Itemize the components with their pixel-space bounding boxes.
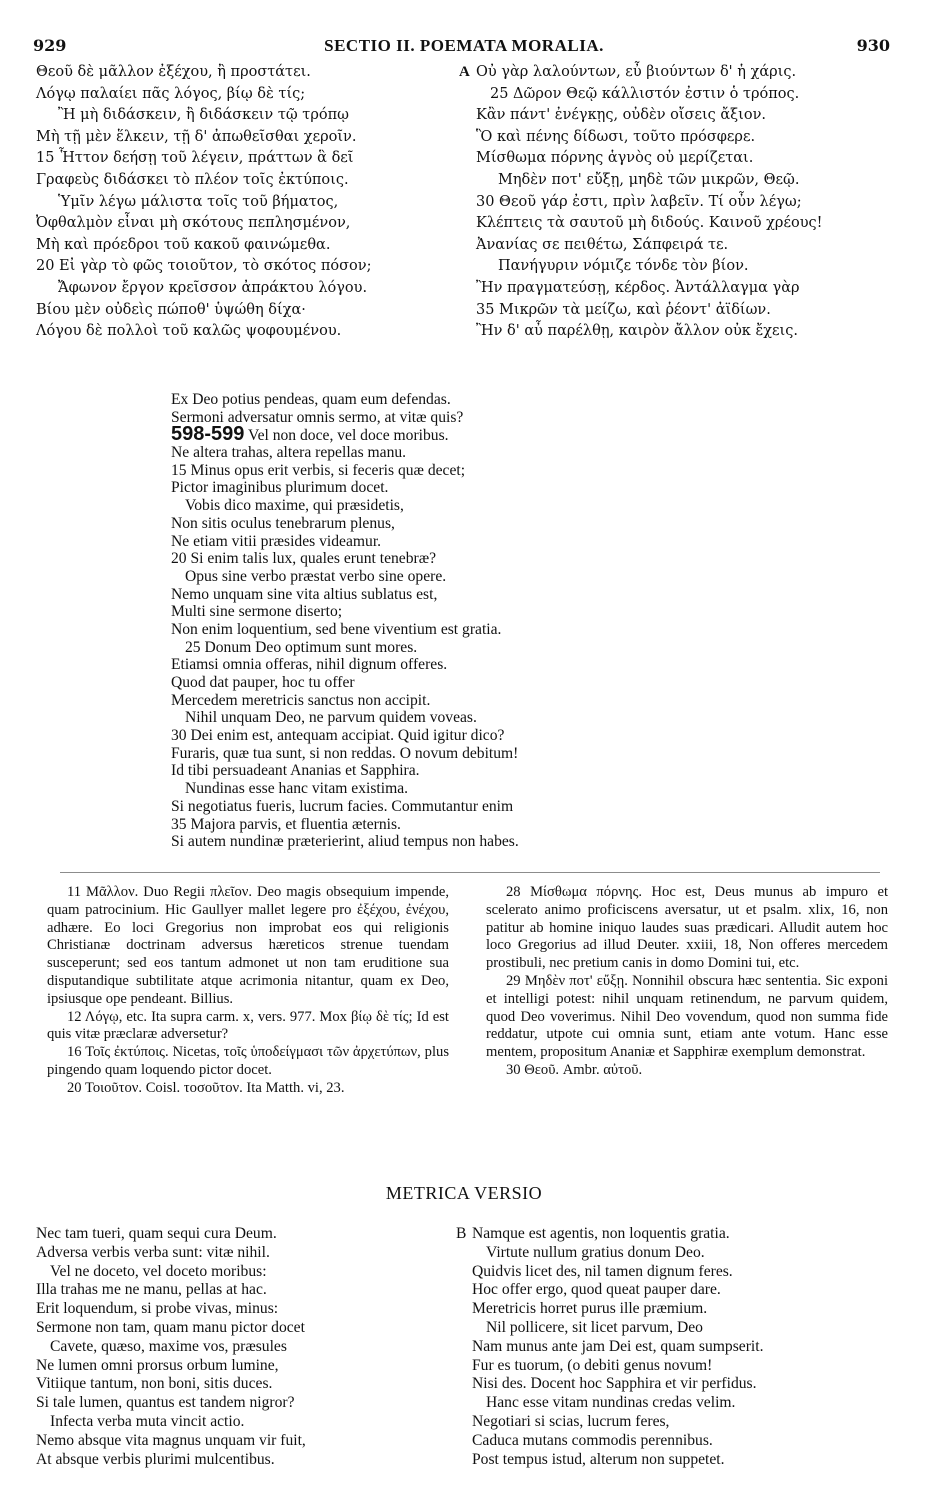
- verse-line: Adversa verbis verba sunt: vitæ nihil.: [36, 1243, 270, 1261]
- verse-line: Infecta verba muta vincit actio.: [50, 1412, 245, 1430]
- greek-line: Γραφεὺς διδάσκει τὸ πλέον τοῖς ἐκτύποις.: [36, 171, 349, 188]
- latin-line: Etiamsi omnia offeras, nihil dignum offeres.: [171, 656, 448, 674]
- greek-line: Βίου μὲν οὐδεὶς πώποθ' ὑψώθη δίχα·: [36, 301, 306, 318]
- latin-line: Sermoni adversatur omnis sermo, at vitæ quis?: [171, 408, 464, 426]
- greek-line: Οὐ γὰρ λαλούντων, εὖ βιούντων δ' ἡ χάρις.: [476, 64, 797, 80]
- greek-line: Ἀνανίας σε πειθέτω, Σάπφειρά τε.: [476, 236, 729, 253]
- verse-line: Virtute nullum gratius donum Deo.: [486, 1243, 705, 1261]
- latin-line: Ex Deo potius pendeas, quam eum defendas.: [171, 391, 451, 408]
- latin-line: Si autem nundinæ præterierint, aliud tempus non habes.: [171, 833, 519, 851]
- verse-line: Quidvis licet des, nil tamen dignum feres.: [472, 1262, 733, 1280]
- footnote: 20 Τοιοῦτον. Coisl. τοσοῦτον. Ita Matth. vi, 23.: [67, 1079, 345, 1096]
- latin-translation: [171, 391, 519, 851]
- verse-line: At absque verbis plurimi mulcentibus.: [36, 1450, 275, 1468]
- verse-line: Negotiari si scias, lucrum feres,: [472, 1412, 670, 1430]
- margin-marker-a: A: [459, 64, 470, 80]
- verse-line: Erit loquendum, si probe vivas, minus:: [36, 1300, 279, 1318]
- greek-line: 35 Μικρῶν τὰ μείζω, καὶ ῥέοντ' ἀϊδίων.: [476, 301, 771, 318]
- verse-line: Nemo absque vita magnus unquam vir fuit,: [36, 1431, 306, 1449]
- verse-line: Illa trahas me ne manu, pellas at hac.: [36, 1281, 267, 1299]
- verse-line: Caduca mutans commodis perennibus.: [472, 1431, 713, 1449]
- greek-line: Μίσθωμα πόρνης ἁγνὸς οὐ μερίζεται.: [476, 150, 754, 167]
- verse-line: Hoc offer ergo, quod queat pauper dare.: [472, 1281, 721, 1299]
- latin-line: 25 Donum Deo optimum sunt mores.: [185, 638, 418, 656]
- footnote: 12 Λόγῳ, etc. Ita supra carm. x, vers. 977. Mox βίῳ δὲ τίς; Id est quis vitæ præclaræ adversetur?: [47, 1008, 449, 1043]
- footnote-divider: [60, 872, 880, 873]
- greek-line: Ἢν δ' αὖ παρέλθῃ, καιρὸν ἄλλον οὐκ ἔχεις.: [476, 323, 798, 340]
- greek-line: Θεοῦ δὲ μᾶλλον ἐξέχου, ἢ προστάτει.: [36, 64, 311, 80]
- footnote: 11 Μᾶλλον. Duo Regii πλεῖον. Deo magis obsequium impende, quam patrocinium. Hic Gaullyer mallet legere pro ἐξέχου, ἐνέχου, adhære. Eo loci Gregorius non improbat eos qui religionis Christianæ doctrinam adversus hæreticos strenue tuendam susceperunt; sed eos tantum admonet ut non tam eruditione sua disputandique subtilitate atque acrimonia nitantur, quam ex Deo, ipsiusque ope pendeant. Billius.: [47, 884, 449, 1007]
- latin-line: Ne etiam vitii præsides videamur.: [171, 532, 382, 550]
- greek-line: Κλέπτεις τὰ σαυτοῦ μὴ διδούς. Καινοῦ χρέους!: [476, 215, 823, 232]
- metrica-versio-title: METRICA VERSIO: [385, 1183, 543, 1203]
- greek-line: Ὀφθαλμὸν εἶναι μὴ σκότους πεπλησμένον,: [36, 215, 351, 232]
- greek-line: Ἢν πραγματεύσῃ, κέρδος. Ἀντάλλαγμα γὰρ: [476, 279, 800, 296]
- latin-line: Non sitis oculus tenebrarum plenus,: [171, 514, 395, 532]
- greek-line: 30 Θεοῦ γάρ ἐστι, πρὶν λαβεῖν. Τί οὖν λέγω;: [476, 193, 802, 210]
- latin-line: Nemo unquam sine vita altius sublatus est,: [171, 585, 438, 603]
- latin-line: 30 Dei enim est, antequam accipiat. Quid igitur dico?: [171, 727, 505, 745]
- verse-line: Fur es tuorum, (o debiti genus novum!: [472, 1356, 713, 1374]
- left-page-number: 929: [33, 36, 67, 55]
- verse-line: Vitiique tantum, non boni, sitis duces.: [36, 1375, 273, 1393]
- footnotes-left: [47, 884, 449, 1098]
- greek-line: Ὑμῖν λέγω μάλιστα τοῖς τοῦ βήματος,: [58, 193, 339, 210]
- greek-column-left: [36, 62, 371, 343]
- verse-line: Nisi des. Docent hoc Sapphira et vir perfidus.: [472, 1375, 757, 1393]
- verse-line: Nil pollicere, sit licet parvum, Deo: [486, 1318, 703, 1336]
- footnote: 28 Μίσθωμα πόρνης. Hoc est, Deus munus ab impuro et scelerato animo proficiscens aversatur, ut et psalm. xlix, 16, non patitur ab homine iniquo laudes suas prædicari. Alludit autem hoc loco Gregorius ad illud Deuter. xxiii, 18, Non offeres mercedem prostibuli, nec pretium canis in domo Domini tui, etc.: [486, 884, 888, 972]
- column-number: 598-599: [171, 423, 245, 446]
- verse-line: Post tempus istud, alterum non suppetet.: [472, 1450, 725, 1468]
- greek-line: Ἄφωνον ἔργον κρεῖσσον ἀπράκτου λόγου.: [58, 279, 368, 296]
- footnotes-right: [486, 884, 888, 1080]
- latin-line: Nundinas esse hanc vitam existima.: [185, 780, 409, 798]
- verse-line: Nam munus ante jam Dei est, quam sumpserit.: [472, 1337, 764, 1355]
- latin-line: Vobis dico maxime, qui præsidetis,: [185, 497, 404, 515]
- latin-line: 35 Majora parvis, et fluentia æternis.: [171, 815, 401, 833]
- latin-line: Mercedem meretricis sanctus non accipit.: [171, 691, 431, 709]
- greek-line: 15 Ἧττον δεήσῃ τοῦ λέγειν, πράττων ἃ δεῖ: [36, 150, 354, 167]
- latin-line: 20 Si enim talis lux, quales erunt tenebræ?: [171, 550, 437, 568]
- latin-line: Nihil unquam Deo, ne parvum quidem voveas.: [185, 709, 477, 727]
- greek-line: Κἂν πάντ' ἐνέγκῃς, οὐδὲν οἴσεις ἄξιον.: [476, 107, 766, 124]
- latin-line: Opus sine verbo præstat verbo sine opere.: [185, 567, 447, 585]
- greek-column-right: [476, 62, 822, 343]
- verse-line: Nec tam tueri, quam sequi cura Deum.: [36, 1225, 277, 1242]
- greek-line: Λόγου δὲ πολλοὶ τοῦ καλῶς ψοφουμένου.: [36, 323, 342, 340]
- verse-line: Namque est agentis, non loquentis gratia.: [472, 1225, 730, 1242]
- verse-line: Sermone non tam, quam manu pictor docet: [36, 1318, 305, 1336]
- latin-line: Furaris, quæ tua sunt, si non reddas. O novum debitum!: [171, 744, 519, 762]
- greek-line: Λόγῳ παλαίει πᾶς λόγος, βίῳ δὲ τίς;: [36, 85, 306, 102]
- latin-line: Si negotiatus fueris, lucrum facies. Commutantur enim: [171, 797, 514, 815]
- latin-line: Non enim loquentium, sed bene viventium est gratia.: [171, 620, 502, 638]
- latin-line: 15 Minus opus erit verbis, si feceris quæ decet;: [171, 461, 466, 479]
- greek-line: Μὴ καὶ πρόεδροι τοῦ κακοῦ φαινώμεθα.: [36, 236, 331, 253]
- greek-line: Πανήγυριν νόμιζε τόνδε τὸν βίον.: [498, 258, 749, 275]
- footnote: 16 Τοῖς ἐκτύποις. Nicetas, τοῖς ὑποδείγμασι τῶν ἀρχετύπων, plus pingendo quam loquendo pictor docet.: [47, 1044, 449, 1078]
- running-title: SECTIO II. POEMATA MORALIA.: [324, 36, 604, 55]
- verse-line: Ne lumen omni prorsus orbum lumine,: [36, 1356, 279, 1374]
- latin-line-text: Vel non doce, vel doce moribus.: [248, 427, 449, 445]
- latin-line: Id tibi persuadeant Ananias et Sapphira.: [171, 762, 420, 780]
- latin-line: Quod dat pauper, hoc tu offer: [171, 674, 355, 691]
- greek-line: Ἢ μὴ διδάσκειν, ἢ διδάσκειν τῷ τρόπῳ: [58, 107, 349, 124]
- verse-line: Vel ne doceto, vel doceto moribus:: [50, 1262, 267, 1280]
- greek-line: Μηδὲν ποτ' εὔξῃ, μηδὲ τῶν μικρῶν, Θεῷ.: [498, 171, 800, 188]
- verse-line: Hanc esse vitam nundinas credas velim.: [486, 1394, 736, 1412]
- metrica-column-left: [36, 1225, 306, 1469]
- greek-line: 25 Δῶρον Θεῷ κάλλιστόν ἐστιν ὁ τρόπος.: [490, 85, 800, 102]
- verse-line: Si tale lumen, quantus est tandem nigror?: [36, 1394, 295, 1412]
- latin-line: Multi sine sermone diserto;: [171, 603, 343, 621]
- footnote: 29 Μηδὲν ποτ' εὔξῃ. Nonnihil obscura hæc sententia. Sic exponi et intelligi potest: nihil unquam retinendum, ne parvum quidem, quod Deo voverimus. Nihil Deo vovendum, quod non summa fide reddatur, utpote cui omnia sunt, etiam ante votum. Hanc esse mentem, propositum Ananiæ et Sapphiræ exemplum demonstrat.: [486, 972, 888, 1061]
- footnote: 30 Θεοῦ. Ambr. αὐτοῦ.: [506, 1061, 643, 1078]
- greek-line: 20 Εἰ γὰρ τὸ φῶς τοιοῦτον, τὸ σκότος πόσον;: [36, 258, 372, 275]
- verse-line: Cavete, quæso, maxime vos, præsules: [50, 1337, 287, 1355]
- right-page-number: 930: [856, 36, 890, 55]
- metrica-column-right: [472, 1225, 763, 1469]
- greek-line: Ὃ καὶ πένης δίδωσι, τοῦτο πρόσφερε.: [476, 128, 756, 145]
- verse-line: Meretricis horret purus ille præmium.: [472, 1300, 708, 1318]
- latin-line: [171, 423, 519, 446]
- latin-line: Pictor imaginibus plurimum docet.: [171, 479, 389, 497]
- latin-line: Ne altera trahas, altera repellas manu.: [171, 444, 407, 462]
- margin-marker-b: B: [456, 1225, 467, 1242]
- greek-line: Μὴ τῇ μὲν ἕλκειν, τῇ δ' ἀπωθεῖσθαι χεροῖν.: [36, 128, 357, 145]
